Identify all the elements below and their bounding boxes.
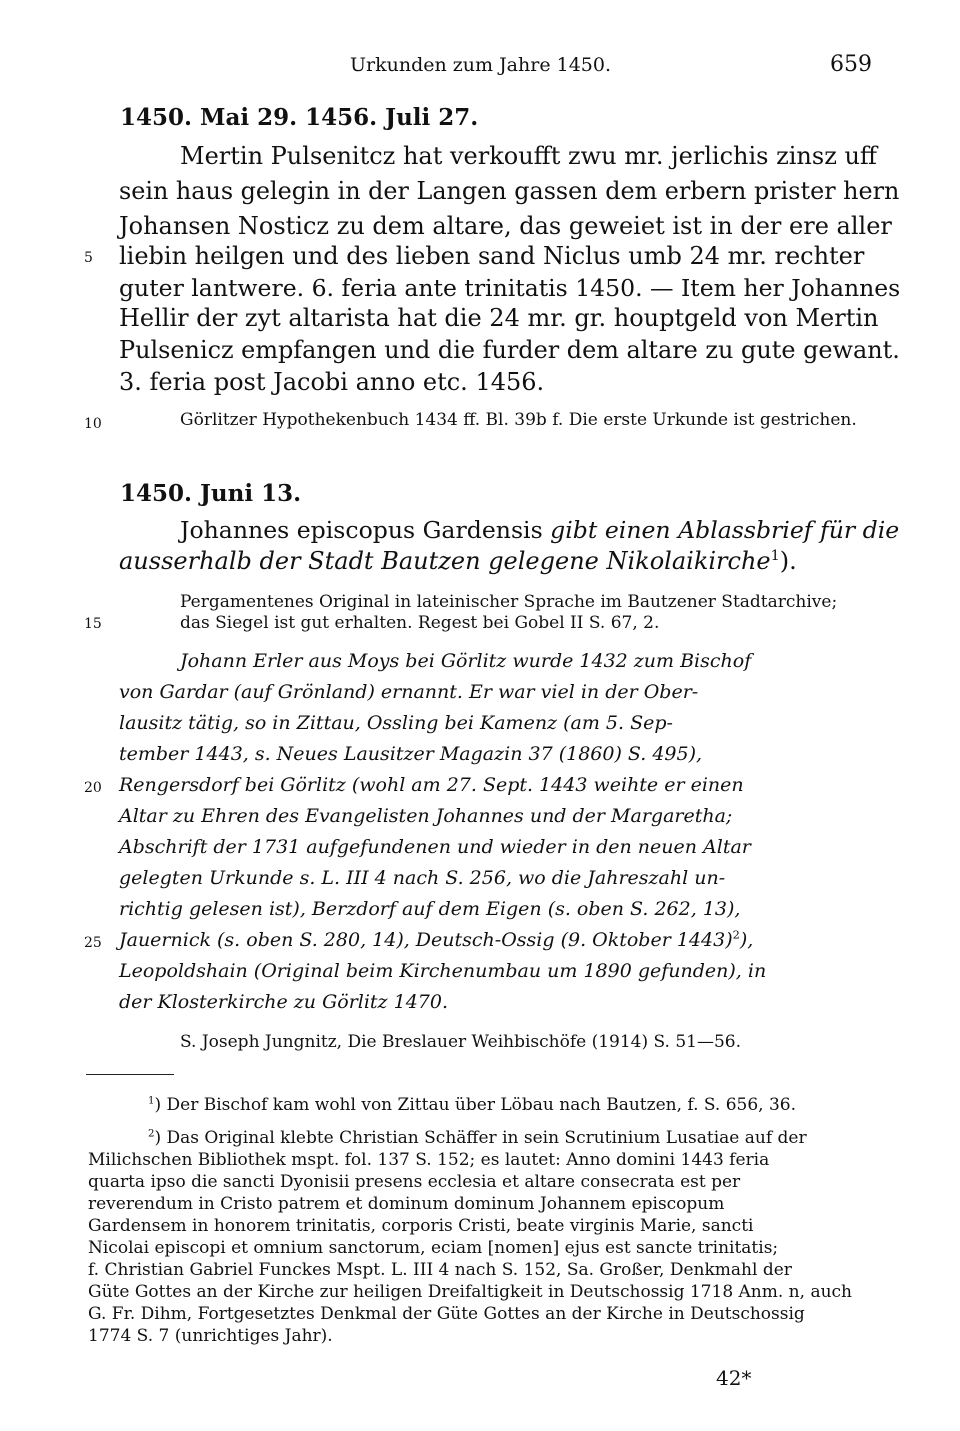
- summary-prefix: Johannes episcopus Gardensis: [180, 516, 543, 544]
- note-line: Leopoldshain (Original beim Kirchenumbau um 1890 gefunden), in: [119, 960, 767, 982]
- footnote-marker[interactable]: 1: [770, 548, 780, 564]
- line-number: 10: [84, 416, 102, 432]
- footnote-line: G. Fr. Dihm, Fortgesetztes Denkmal der Güte Gottes an der Kirche in Deutschossig: [88, 1304, 805, 1324]
- footnote-line: f. Christian Gabriel Funckes Mspt. L. III 4 nach S. 152, Sa. Großer, Denkmahl der: [88, 1260, 792, 1280]
- note-line: gelegten Urkunde s. L. III 4 nach S. 256, wo die Jahreszahl un-: [119, 867, 726, 889]
- note-line: Altar zu Ehren des Evangelisten Johannes und der Margaretha;: [119, 805, 733, 827]
- line-number: 25: [84, 935, 102, 951]
- entry-text-line: Pulsenicz empfangen und die furder dem altare zu gute gewant.: [119, 336, 900, 364]
- entry-text-line: guter lantwere. 6. feria ante trinitatis 1450. — Item her Johannes: [119, 274, 901, 302]
- signature-mark: 42*: [716, 1366, 752, 1390]
- footnote-marker[interactable]: 2: [732, 927, 740, 942]
- entry-source-line: das Siegel ist gut erhalten. Regest bei Gobel II S. 67, 2.: [180, 613, 660, 633]
- footnote-line: Milichschen Bibliothek mspt. fol. 137 S. 152; es lautet: Anno domini 1443 feria: [88, 1150, 770, 1170]
- summary-end: ).: [779, 547, 797, 575]
- note-line: Johann Erler aus Moys bei Görlitz wurde 1432 zum Bischof: [180, 650, 752, 672]
- footnote-line: 1774 S. 7 (unrichtiges Jahr).: [88, 1326, 333, 1346]
- footnote-separator: [86, 1074, 174, 1075]
- footnote-1: $^1$) Der Bischof kam wohl von Zittau über Löbau nach Bautzen, f. S. 656, 36.: [148, 1095, 797, 1115]
- entry-text-line: Hellir der zyt altarista hat die 24 mr. gr. houptgeld von Mertin: [119, 304, 879, 332]
- line-number: 5: [84, 250, 93, 266]
- entry-summary-line: [119, 547, 797, 575]
- note-line: Jauernick (s. oben S. 280, 14), Deutsch-Ossig (9. Oktober 1443)$^2$),: [119, 927, 754, 951]
- note-line: Abschrift der 1731 aufgefundenen und wieder in den neuen Altar: [119, 836, 751, 858]
- entry-date: 1450. Mai 29. 1456. Juli 27.: [120, 104, 479, 131]
- reference-line: S. Joseph Jungnitz, Die Breslauer Weihbischöfe (1914) S. 51—56.: [180, 1032, 742, 1052]
- entry-text-line: liebin heilgen und des lieben sand Niclus umb 24 mr. rechter: [119, 242, 865, 270]
- line-number: 20: [84, 780, 102, 796]
- entry-text-line: Mertin Pulsenitcz hat verkoufft zwu mr. jerlichis zinsz uff: [180, 142, 877, 170]
- line-number: 15: [84, 616, 102, 632]
- footnote-line: Güte Gottes an der Kirche zur heiligen Dreifaltigkeit in Deutschossig 1718 Anm. n, auch: [88, 1282, 852, 1302]
- note-line: von Gardar (auf Grönland) ernannt. Er war viel in der Ober-: [119, 681, 699, 703]
- footnote-line: reverendum in Cristo patrem et dominum dominum Johannem episcopum: [88, 1194, 725, 1214]
- entry-date: 1450. Juni 13.: [120, 480, 302, 507]
- entry-source-line: Pergamentenes Original in lateinischer Sprache im Bautzener Stadtarchive;: [180, 592, 838, 612]
- footnote-2: $^2$) Das Original klebte Christian Schäffer in sein Scrutinium Lusatiae auf der: [148, 1128, 807, 1148]
- entry-summary-line: [180, 516, 899, 544]
- entry-text-line: sein haus gelegin in der Langen gassen dem erbern prister hern: [119, 177, 900, 205]
- summary-italic: ausserhalb der Stadt Bautzen gelegene Nikolaikirche: [119, 547, 771, 575]
- running-head: Urkunden zum Jahre 1450.: [350, 54, 612, 76]
- entry-text-line: 3. feria post Jacobi anno etc. 1456.: [119, 368, 545, 396]
- note-line: tember 1443, s. Neues Lausitzer Magazin 37 (1860) S. 495),: [119, 743, 703, 765]
- note-line: Rengersdorf bei Görlitz (wohl am 27. Sept. 1443 weihte er einen: [119, 774, 744, 796]
- page-number: 659: [830, 52, 872, 77]
- footnote-line: Nicolai episcopi et omnium sanctorum, eciam [nomen] ejus est sancte trinitatis;: [88, 1238, 779, 1258]
- footnote-line: Gardensem in honorem trinitatis, corporis Cristi, beate virginis Marie, sancti: [88, 1216, 754, 1236]
- note-line: richtig gelesen ist), Berzdorf auf dem Eigen (s. oben S. 262, 13),: [119, 898, 741, 920]
- summary-italic: gibt einen Ablassbrief für die: [550, 516, 900, 544]
- footnote-line: quarta ipso die sancti Dyonisii presens ecclesia et altare consecrata est per: [88, 1172, 741, 1192]
- note-line: lausitz tätig, so in Zittau, Ossling bei Kamenz (am 5. Sep-: [119, 712, 673, 734]
- note-line: der Klosterkirche zu Görlitz 1470.: [119, 991, 449, 1013]
- entry-source: Görlitzer Hypothekenbuch 1434 ff. Bl. 39b f. Die erste Urkunde ist gestrichen.: [180, 410, 857, 430]
- entry-text-line: Johansen Nosticz zu dem altare, das geweiet ist in der ere aller: [119, 212, 892, 240]
